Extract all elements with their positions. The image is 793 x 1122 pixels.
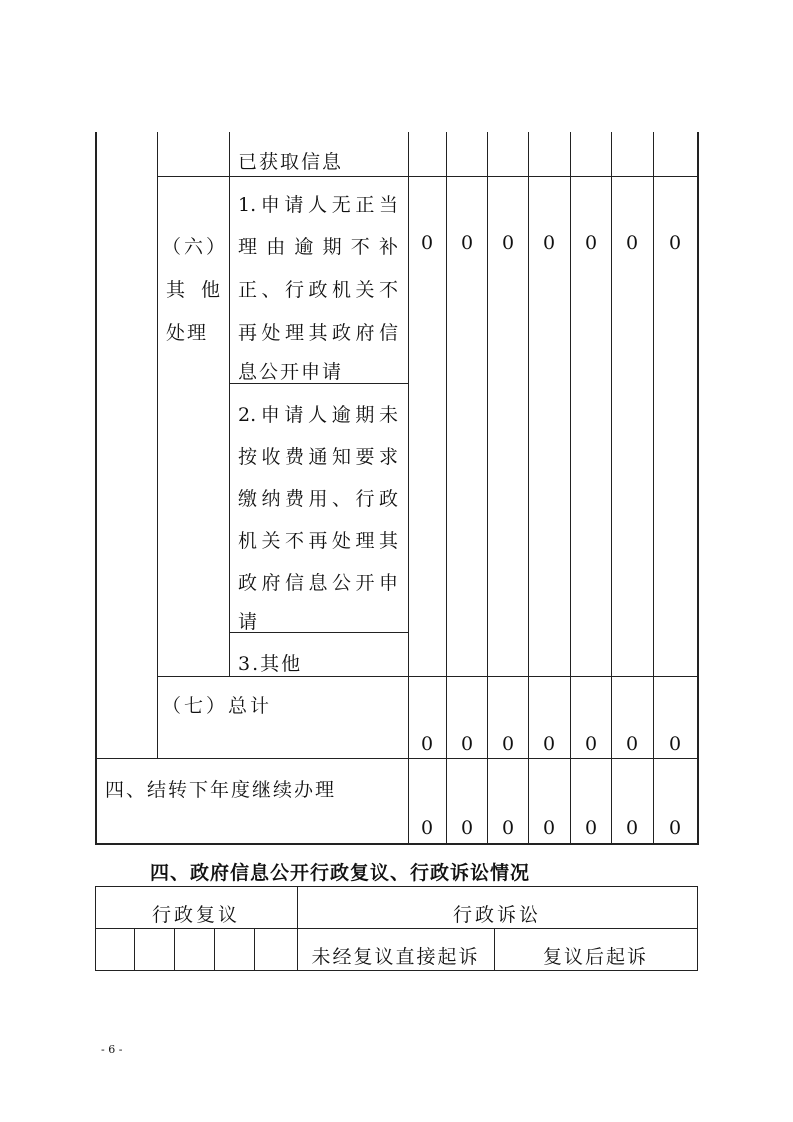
value-cell: 0 xyxy=(625,817,639,839)
value-cell: 0 xyxy=(460,232,474,254)
value-cell: 0 xyxy=(501,232,515,254)
other-item1-line: 息公开申请 xyxy=(238,361,344,383)
value-cell: 0 xyxy=(668,817,682,839)
sub-direct-header: 未经复议直接起诉 xyxy=(311,946,480,968)
value-cell: 0 xyxy=(668,733,682,755)
value-cell: 0 xyxy=(501,817,515,839)
value-cell: 0 xyxy=(460,733,474,755)
litigation-header: 行政诉讼 xyxy=(452,904,541,926)
value-cell: 0 xyxy=(625,232,639,254)
other-item1-line: 正、行政机关不 xyxy=(238,279,398,301)
section-title: 四、政府信息公开行政复议、行政诉讼情况 xyxy=(150,862,531,884)
value-cell: 0 xyxy=(460,817,474,839)
value-cell: 0 xyxy=(420,733,434,755)
value-cell: 0 xyxy=(542,733,556,755)
page-number: - 6 - xyxy=(101,1043,123,1056)
other-item3-label: 3.其他 xyxy=(238,653,303,675)
value-cell: 0 xyxy=(542,232,556,254)
other-item1-line: 理由逾期不补 xyxy=(238,236,398,258)
other-item1-line: 1.申请人无正当 xyxy=(238,194,398,216)
review-header: 行政复议 xyxy=(151,904,240,926)
other-item2-line: 按收费通知要求 xyxy=(238,446,398,468)
other-item2-line: 请 xyxy=(238,611,260,633)
value-cell: 0 xyxy=(584,232,598,254)
value-cell: 0 xyxy=(668,232,682,254)
other-label-line-1: （六） xyxy=(162,236,229,258)
other-item2-line: 2.申请人逾期未 xyxy=(238,404,398,426)
other-label-line-3: 处理 xyxy=(166,322,209,344)
other-item2-line: 政府信息公开申 xyxy=(238,572,398,594)
value-cell: 0 xyxy=(584,733,598,755)
other-item2-line: 缴纳费用、行政 xyxy=(238,488,398,510)
total-label: （七）总计 xyxy=(162,695,273,717)
value-cell: 0 xyxy=(420,817,434,839)
value-cell: 0 xyxy=(625,733,639,755)
row-prev-label: 已获取信息 xyxy=(238,151,344,173)
value-cell: 0 xyxy=(501,733,515,755)
value-cell: 0 xyxy=(542,817,556,839)
sub-after-header: 复议后起诉 xyxy=(542,946,648,968)
other-item1-line: 再处理其政府信 xyxy=(238,322,398,344)
value-cell: 0 xyxy=(420,232,434,254)
other-item2-line: 机关不再处理其 xyxy=(238,530,398,552)
other-label-line-2: 其 他 xyxy=(166,279,220,301)
carryover-label: 四、结转下年度继续办理 xyxy=(105,779,337,801)
value-cell: 0 xyxy=(584,817,598,839)
